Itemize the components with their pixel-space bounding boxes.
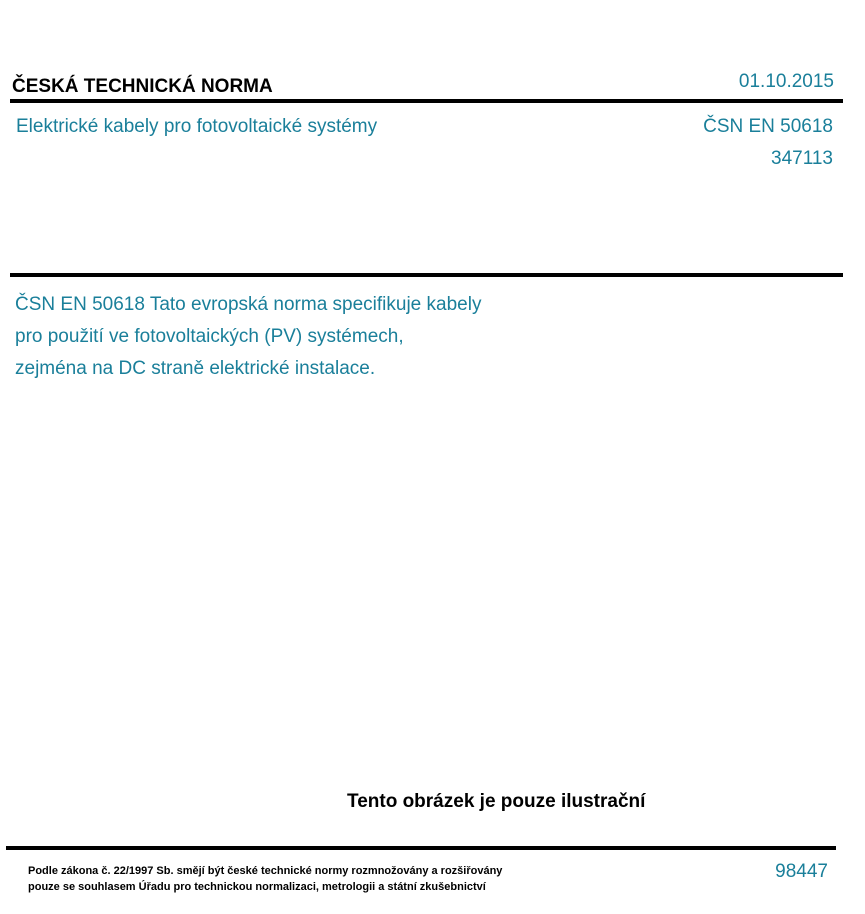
header-divider — [10, 99, 843, 103]
legal-notice — [28, 863, 502, 895]
legal-line: pouze se souhlasem Úřadu pro technickou normalizaci, metrologii a státní zkušebnictví — [28, 881, 486, 893]
standard-title: Elektrické kabely pro fotovoltaické systémy — [16, 116, 378, 137]
document-number: 98447 — [775, 861, 828, 882]
abstract-line: pro použití ve fotovoltaických (PV) systémech, — [15, 326, 404, 347]
abstract-line: ČSN EN 50618 Tato evropská norma specifikuje kabely — [15, 294, 482, 315]
legal-line: Podle zákona č. 22/1997 Sb. smějí být české technické normy rozmnožovány a rozšiřovány — [28, 865, 503, 877]
abstract-text — [15, 289, 575, 385]
footer-divider — [6, 846, 836, 850]
illustration-note: Tento obrázek je pouze ilustrační — [347, 791, 646, 812]
document-type-heading: ČESKÁ TECHNICKÁ NORMA — [12, 76, 273, 97]
publication-date: 01.10.2015 — [738, 71, 834, 92]
section-divider — [10, 273, 843, 277]
standard-code: ČSN EN 50618 — [703, 116, 833, 137]
abstract-line: zejména na DC straně elektrické instalace. — [15, 358, 376, 379]
classification-number: 347113 — [771, 148, 833, 169]
